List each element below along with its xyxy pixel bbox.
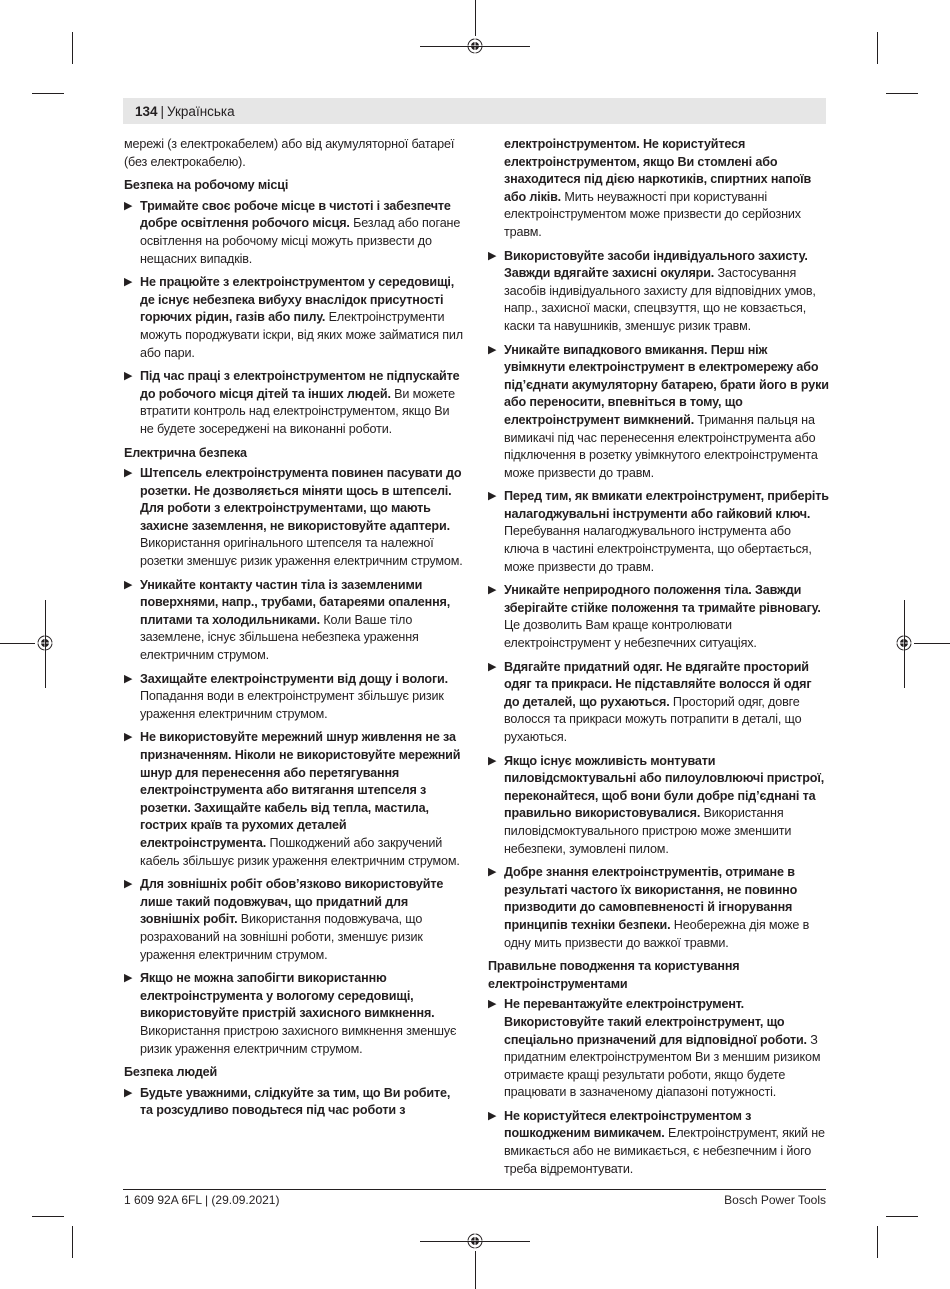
item-bold: Уникайте випадкового вмикання. Перш ніж увімкнути електроінструмент в електромережу або під’єднати акумуляторну батарею, брати його в руки або переносити, впевніться в тому, що електроінструмент вимкнений. [504, 342, 829, 427]
item-text: Використання оригінального штепселя та належної розетки зменшує ризик ураження електричним струмом. [140, 536, 463, 569]
item-text: Коли Ваше тіло заземлене, існує збільшена небезпека ураження електричним струмом. [140, 612, 419, 663]
crop-mark [877, 1226, 878, 1258]
bullet-arrow-icon: ▶ [488, 343, 497, 356]
crop-mark [877, 32, 878, 64]
crop-mark [72, 1226, 73, 1258]
intro-paragraph: мережі (з електрокабелем) або від акумуляторної батареї (без електрокабелю). [124, 137, 455, 169]
bullet-arrow-icon: ▶ [124, 199, 133, 212]
section-heading-handling: Правильне поводження та користування електроінструментами [488, 959, 740, 991]
bullet-arrow-icon: ▶ [124, 578, 133, 591]
crop-mark [886, 1216, 918, 1217]
item-text: Електроінструменти можуть породжувати іскри, від яких може займатися пил або пари. [140, 310, 464, 360]
item-text: Просторий одяг, довге волосся та прикраси можуть потрапити в деталі, що рухаються. [504, 694, 802, 744]
header-language: Українська [167, 103, 235, 119]
bullet-arrow-icon: ▶ [124, 467, 133, 480]
bullet-arrow-icon: ▶ [488, 249, 497, 262]
item-bold: Не використовуйте мережний шнур живлення не за призначенням. Ніколи не використовуйте мережний шнур для перенесення або перетягування електроінструмента або витягання штепселя з розетки. Захищайте кабель від тепла, мастила, гострих країв та рухомих деталей електроінструмента. [140, 730, 461, 850]
item-text: Тримання пальця на вимикачі під час перенесення електроінструмента або підключення в розетку увімкнутого електроінструмента може призвести до травм. [504, 412, 818, 480]
item-bold: Уникайте контакту частин тіла із заземленими поверхнями, напр., трубами, батареями опалення, плитами та холодильниками. [140, 577, 451, 627]
crop-mark [32, 1216, 64, 1217]
list-item [488, 248, 829, 336]
bullet-arrow-icon: ▶ [488, 754, 497, 767]
item-text: Мить неуважності при користуванні електроінструментом може призвести до серйозних травм. [504, 189, 801, 239]
list-item [488, 659, 829, 747]
item-text: Пошкоджений або закручений кабель збільшує ризик ураження електричним струмом. [140, 835, 460, 868]
item-text: Використання пиловідсмоктувального пристрою може зменшити небезпеки, зумовлені пилом. [504, 806, 792, 856]
crop-mark [72, 32, 73, 64]
footer-brand: Bosch Power Tools [724, 1193, 826, 1207]
crop-mark [914, 643, 950, 644]
section-heading-workplace: Безпека на робочому місці [124, 178, 289, 193]
header-separator: | [160, 103, 165, 119]
bullet-arrow-icon: ▶ [124, 972, 133, 985]
bullet-arrow-icon: ▶ [124, 276, 133, 289]
item-bold: електроінструментом. Не користуйтеся електроінструментом, якщо Ви стомлені або знаходитеся під дією наркотиків, спиртних напоїв або ліків. [504, 137, 812, 204]
list-item [124, 368, 466, 438]
bullet-arrow-icon: ▶ [124, 878, 133, 891]
bullet-arrow-icon: ▶ [124, 370, 133, 383]
page-number: 134 [135, 103, 158, 119]
item-bold: Тримайте своє робоче місце в чистоті і забезпечте добре освітлення робочого місця. [140, 198, 451, 231]
footer-doc-id: 1 609 92A 6FL | (29.09.2021) [124, 1193, 280, 1207]
item-text: Перебування налагоджувального інструмента або ключа в частині електроінструмента, що обертається, може призвести до травм. [504, 524, 812, 574]
item-bold: Вдягайте придатний одяг. Не вдягайте просторий одяг та прикраси. Не підставляйте волосся й одяг до деталей, що рухаються. [504, 659, 812, 709]
item-bold: Не перевантажуйте електроінструмент. Використовуйте такий електроінструмент, що спеціально призначений для відповідної роботи. [504, 997, 807, 1047]
list-item [488, 488, 829, 576]
list-item [124, 1085, 466, 1120]
item-text: Це дозволить Вам краще контролювати електроінструмент у небезпечних ситуаціях. [504, 618, 757, 651]
item-bold: Перед тим, як вмикати електроінструмент, приберіть налагоджувальні інструменти або гайковий ключ. [504, 489, 829, 521]
crop-mark [45, 600, 46, 688]
bullet-arrow-icon: ▶ [488, 1109, 497, 1122]
list-item [488, 753, 829, 859]
list-item [124, 198, 466, 268]
item-text: Електроінструмент, який не вмикається або не вимикається, є небезпечним і його треба відремонтувати. [504, 1126, 825, 1176]
bullet-arrow-icon: ▶ [124, 731, 133, 744]
crop-mark [32, 93, 64, 94]
list-item-continuation [488, 136, 829, 242]
item-text: Безлад або погане освітлення на робочому місці можуть призвести до нещасних випадків. [140, 216, 461, 266]
item-text: Використання подовжувача, що розрахований на зовнішні роботи, зменшує ризик ураження електричним струмом. [140, 912, 423, 962]
item-bold: Штепсель електроінструмента повинен пасувати до розетки. Не дозволяється міняти щось в штепселі. Для роботи з електроінструментами, що мають захисне заземлення, не використовуйте адаптери. [140, 466, 462, 533]
item-bold: Якщо не можна запобігти використанню електроінструмента у вологому середовищі, використовуйте пристрій захисного вимкнення. [140, 971, 435, 1021]
item-text: Використання пристрою захисного вимкнення зменшує ризик ураження електричним струмом. [140, 1023, 457, 1056]
list-item [488, 582, 829, 652]
item-bold: Не працюйте з електроінструментом у середовищі, де існує небезпека вибуху внаслідок присутності горючих рідин, газів або пилу. [140, 275, 455, 325]
item-text: Попадання води в електроінструмент збільшує ризик ураження електричним струмом. [140, 689, 444, 721]
item-bold: Будьте уважними, слідкуйте за тим, що Ви робите, та розсудливо поводьтеся під час роботи з [140, 1085, 451, 1118]
item-bold: Якщо існує можливість монтувати пиловідсмоктувальні або пилоуловлюючі пристрої, переконайтеся, щоб вони були добре під’єднані та правильно використовувалися. [504, 753, 825, 821]
list-item [124, 465, 466, 571]
item-text: Необережна дія може в одну мить призвести до важкої травми. [504, 917, 810, 950]
item-bold: Під час праці з електроінструментом не підпускайте до робочого місця дітей та інших людей. [140, 369, 460, 401]
list-item [124, 729, 466, 870]
crop-mark [420, 46, 530, 47]
bullet-arrow-icon: ▶ [488, 660, 497, 673]
item-bold: Уникайте неприродного положення тіла. Завжди зберігайте стійке положення та тримайте рівновагу. [504, 583, 821, 615]
bullet-arrow-icon: ▶ [488, 490, 497, 503]
item-bold: Для зовнішніх робіт обов’язково використовуйте лише такий подовжувач, що придатний для зовнішніх робіт. [140, 877, 444, 927]
list-item [488, 342, 829, 483]
list-item [488, 996, 829, 1102]
page-header [123, 98, 826, 124]
section-heading-electrical: Електрична безпека [124, 445, 247, 460]
crop-mark [0, 643, 35, 644]
bullet-arrow-icon: ▶ [488, 998, 497, 1011]
list-item [124, 970, 466, 1058]
right-column [488, 136, 829, 1184]
crop-mark [420, 1241, 530, 1242]
crop-mark [475, 0, 476, 36]
item-text: Застосування засобів індивідуального захисту для відповідних умов, напр., захисної маски, спецвзуття, що не ковзається, каски та навушників, зменшує ризик травм. [504, 266, 816, 333]
footer-divider [123, 1189, 826, 1190]
crop-mark [475, 1251, 476, 1289]
bullet-arrow-icon: ▶ [488, 584, 497, 597]
item-bold: Захищайте електроінструменти від дощу і вологи. [140, 671, 448, 686]
list-item [488, 864, 829, 952]
crop-mark [886, 93, 918, 94]
crop-mark [904, 600, 905, 688]
section-heading-people: Безпека людей [124, 1065, 218, 1080]
bullet-arrow-icon: ▶ [124, 672, 133, 685]
item-bold: Добре знання електроінструментів, отримане в результаті частого їх використання, не повинно призводити до самовпевненості й ігнорування принципів техніки безпеки. [504, 865, 798, 932]
item-bold: Не користуйтеся електроінструментом з пошкодженим вимикачем. [504, 1108, 752, 1141]
list-item [124, 671, 466, 724]
item-bold: Використовуйте засоби індивідуального захисту. Завжди вдягайте захисні окуляри. [504, 248, 808, 281]
item-text: З придатним електроінструментом Ви з меншим ризиком отримаєте кращі результати роботи, якщо будете працювати в зазначеному діапазоні потужності. [504, 1032, 821, 1100]
item-text: Ви можете втратити контроль над електроінструментом, якщо Ви не будете зосереджені на виконанні роботи. [140, 386, 455, 436]
bullet-arrow-icon: ▶ [124, 1086, 133, 1099]
list-item [488, 1108, 829, 1178]
list-item [124, 577, 466, 665]
left-column [124, 136, 466, 1126]
bullet-arrow-icon: ▶ [488, 866, 497, 879]
list-item [124, 876, 466, 964]
list-item [124, 274, 466, 362]
